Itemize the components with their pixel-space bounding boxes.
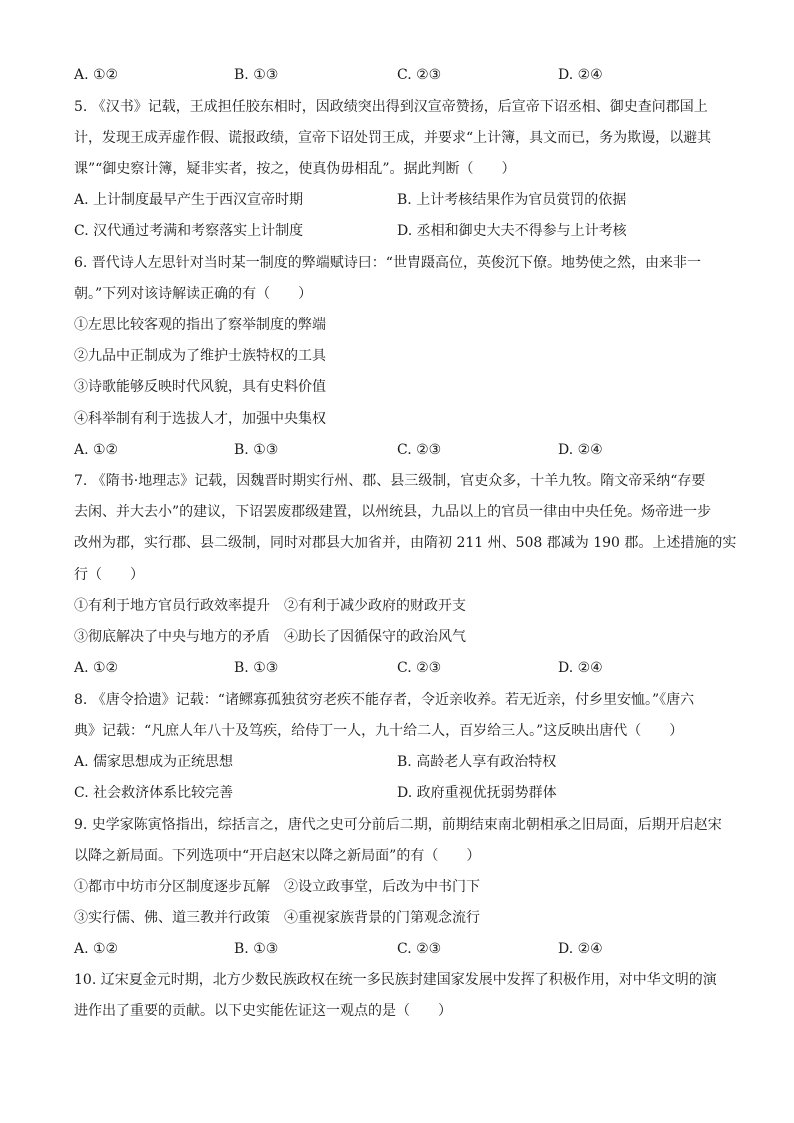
question-text: 去闲、并大去小”的建议，下诏罢废郡级建置，以州统县，九品以上的官员一律由中央任免。炀帝进一步: [74, 504, 712, 520]
statement-2: ②九品中正制成为了维护士族特权的工具: [74, 348, 326, 364]
question-text: 改州为郡，实行郡、县二级制，同时对郡县大加省并，由隋初 211 州、508 郡减为 190 郡。上述措施的实: [74, 535, 737, 551]
option-d[interactable]: D. ②④: [558, 67, 603, 83]
question-text: 10. 辽宋夏金元时期，北方少数民族政权在统一多民族封建国家发展中发挥了积极作用，对中华文明的演: [74, 972, 717, 988]
option-b[interactable]: B. ①③: [234, 660, 279, 676]
option-c[interactable]: C. 汉代通过考满和考察落实上计制度: [74, 223, 304, 239]
question-text: 5. 《汉书》记载，王成担任胶东相时，因政绩突出得到汉宣帝赞扬，后宣帝下诏丞相、御史查问郡国上: [74, 99, 708, 115]
question-text: 朝。”下列对该诗解读正确的有（ ）: [74, 286, 313, 302]
statement-row: ③彻底解决了中央与地方的矛盾 ④助长了因循保守的政治风气: [74, 629, 466, 645]
statement-1: ①左思比较客观的指出了察举制度的弊端: [74, 317, 326, 333]
option-a[interactable]: A. ①②: [74, 941, 119, 957]
option-c[interactable]: C. ②③: [397, 442, 442, 458]
option-a[interactable]: A. ①②: [74, 442, 119, 458]
question-text: 8. 《唐令拾遗》记载：“诸鳏寡孤独贫穷老疾不能存者，令近亲收养。若无近亲，付乡里安恤。”《唐六: [74, 692, 695, 708]
statement-row: ①都市中坊市分区制度逐步瓦解 ②设立政事堂，后改为中书门下: [74, 879, 480, 895]
option-c[interactable]: C. ②③: [397, 67, 442, 83]
statement-4: ④科举制有利于选拔人才，加强中央集权: [74, 411, 326, 427]
option-c[interactable]: C. ②③: [397, 941, 442, 957]
option-a[interactable]: A. 儒家思想成为正统思想: [74, 754, 234, 770]
option-d[interactable]: D. ②④: [558, 660, 603, 676]
option-d[interactable]: D. ②④: [558, 442, 603, 458]
option-d[interactable]: D. 政府重视优抚弱势群体: [397, 785, 557, 801]
question-text: 典》记载：“凡庶人年八十及笃疾，给侍丁一人，九十给二人，百岁给三人。”这反映出唐代（ ）: [74, 723, 684, 739]
option-c[interactable]: C. 社会救济体系比较完善: [74, 785, 234, 801]
option-b[interactable]: B. 上计考核结果作为官员赏罚的依据: [397, 192, 627, 208]
option-a[interactable]: A. ①②: [74, 67, 119, 83]
option-d[interactable]: D. ②④: [558, 941, 603, 957]
question-text: 计，发现王成弄虚作假、谎报政绩，宣帝下诏处罚王成，并要求“上计簿，具文而已，务为欺谩，以避其: [74, 130, 712, 146]
question-text: 6. 晋代诗人左思针对当时某一制度的弊端赋诗曰：“世胄蹑高位，英俊沉下僚。地势使之然，由来非一: [74, 255, 701, 271]
option-c[interactable]: C. ②③: [397, 660, 442, 676]
question-text: 以降之新局面。下列选项中“开启赵宋以降之新局面”的有（ ）: [74, 848, 481, 864]
option-b[interactable]: B. ①③: [234, 941, 279, 957]
question-text: 行（ ）: [74, 567, 144, 583]
question-text: 7. 《隋书·地理志》记载，因魏晋时期实行州、郡、县三级制，官吏众多，十羊九牧。隋文帝采纳“存要: [74, 473, 706, 489]
question-text: 课”“御史察计簿，疑非实者，按之，使真伪毋相乱”。据此判断（ ）: [74, 161, 516, 177]
option-b[interactable]: B. ①③: [234, 67, 279, 83]
option-b[interactable]: B. ①③: [234, 442, 279, 458]
question-text: 进作出了重要的贡献。以下史实能佐证这一观点的是（ ）: [74, 1003, 452, 1019]
option-d[interactable]: D. 丞相和御史大夫不得参与上计考核: [397, 223, 627, 239]
statement-row: ①有利于地方官员行政效率提升 ②有利于减少政府的财政开支: [74, 598, 466, 614]
question-text: 9. 史学家陈寅恪指出，综括言之，唐代之史可分前后二期，前期结束南北朝相承之旧局面，后期开启赵宋: [74, 817, 722, 833]
statement-3: ③诗歌能够反映时代风貌，具有史料价值: [74, 379, 326, 395]
option-a[interactable]: A. 上计制度最早产生于西汉宣帝时期: [74, 192, 304, 208]
statement-row: ③实行儒、佛、道三教并行政策 ④重视家族背景的门第观念流行: [74, 910, 480, 926]
option-b[interactable]: B. 高龄老人享有政治特权: [397, 754, 557, 770]
option-a[interactable]: A. ①②: [74, 660, 119, 676]
